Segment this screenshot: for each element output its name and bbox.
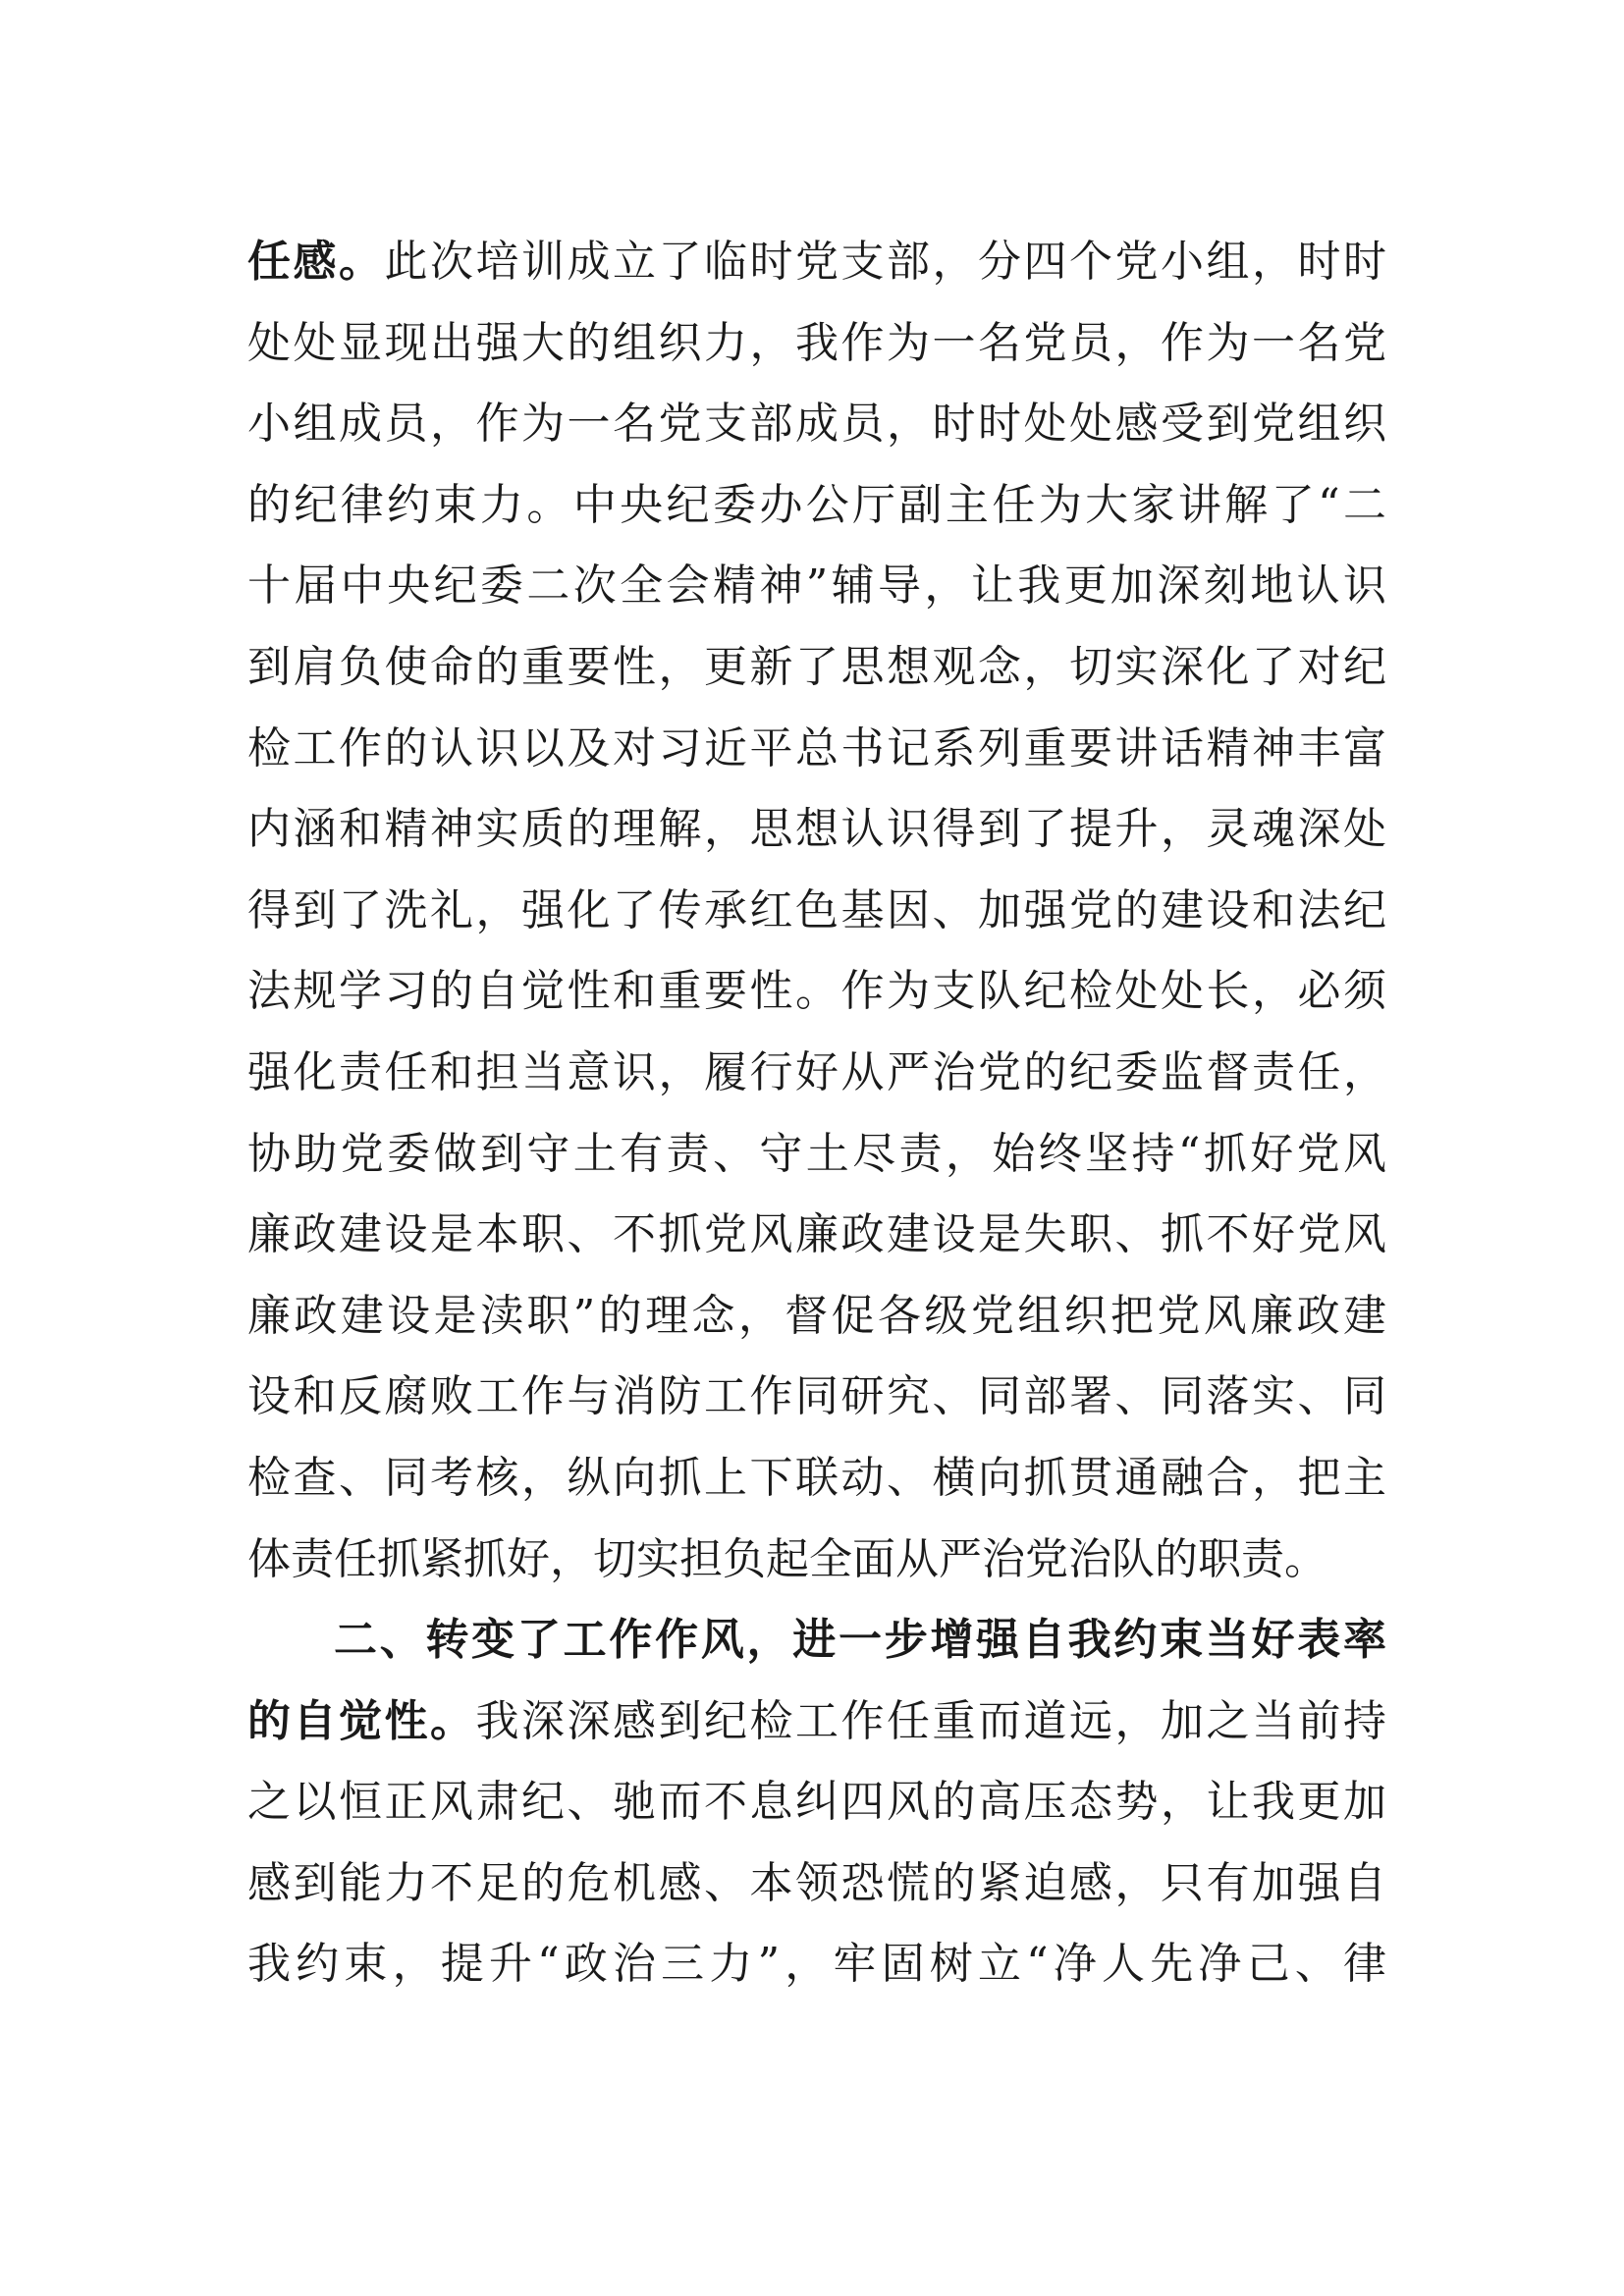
text-line: 强化责任和担当意识，履行好从严治党的纪委监督责任， — [247, 1046, 1386, 1097]
text-line: 协助党委做到守土有责、守土尽责，始终坚持“抓好党风 — [247, 1128, 1386, 1179]
text-line: 处处显现出强大的组织力，我作为一名党员，作为一名党 — [247, 317, 1386, 368]
text-line: 感到能力不足的危机感、本领恐慌的紧迫感，只有加强自 — [247, 1857, 1386, 1908]
text-line: 的纪律约束力。中央纪委办公厅副主任为大家讲解了“二 — [247, 479, 1386, 530]
text-line — [247, 1682, 1386, 1763]
text-line: 到肩负使命的重要性，更新了思想观念，切实深化了对纪 — [247, 641, 1386, 692]
text-run: 我深深感到纪检工作任重而道远，加之当前持 — [475, 1695, 1386, 1746]
text-run: 此次培训成立了临时党支部，分四个党小组，时时 — [384, 237, 1386, 287]
text-line: 内涵和精神实质的理解，思想认识得到了提升，灵魂深处 — [247, 804, 1386, 855]
text-line: 体责任抓紧抓好，切实担负起全面从严治党治队的职责。 — [247, 1533, 1327, 1584]
text-line: 设和反腐败工作与消防工作同研究、同部署、同落实、同 — [247, 1371, 1386, 1422]
text-line: 小组成员，作为一名党支部成员，时时处处感受到党组织 — [247, 399, 1386, 450]
text-line: 检查、同考核，纵向抓上下联动、横向抓贯通融合，把主 — [247, 1452, 1386, 1503]
bold-phrase: 的自觉性。 — [247, 1695, 476, 1746]
text-line: 之以恒正风肃纪、驰而不息纠四风的高压态势，让我更加 — [247, 1777, 1386, 1828]
body-text — [247, 222, 1386, 2005]
text-line: 十届中央纪委二次全会精神”辅导，让我更加深刻地认识 — [247, 561, 1386, 612]
section-heading: 二、转变了工作作风，进一步增强自我约束当好表率 — [334, 1615, 1386, 1666]
text-line — [247, 222, 1386, 303]
text-line: 我约束，提升“政治三力”，牢固树立“净人先净己、律 — [247, 1939, 1386, 1990]
text-line: 得到了洗礼，强化了传承红色基因、加强党的建设和法纪 — [247, 884, 1386, 935]
bold-phrase: 任感。 — [247, 237, 385, 287]
text-line: 廉政建设是渎职”的理念，督促各级党组织把党风廉政建 — [247, 1290, 1386, 1341]
text-line: 廉政建设是本职、不抓党风廉政建设是失职、抓不好党风 — [247, 1209, 1386, 1260]
text-line: 法规学习的自觉性和重要性。作为支队纪检处处长，必须 — [247, 966, 1386, 1017]
text-line: 检工作的认识以及对习近平总书记系列重要讲话精神丰富 — [247, 722, 1386, 774]
